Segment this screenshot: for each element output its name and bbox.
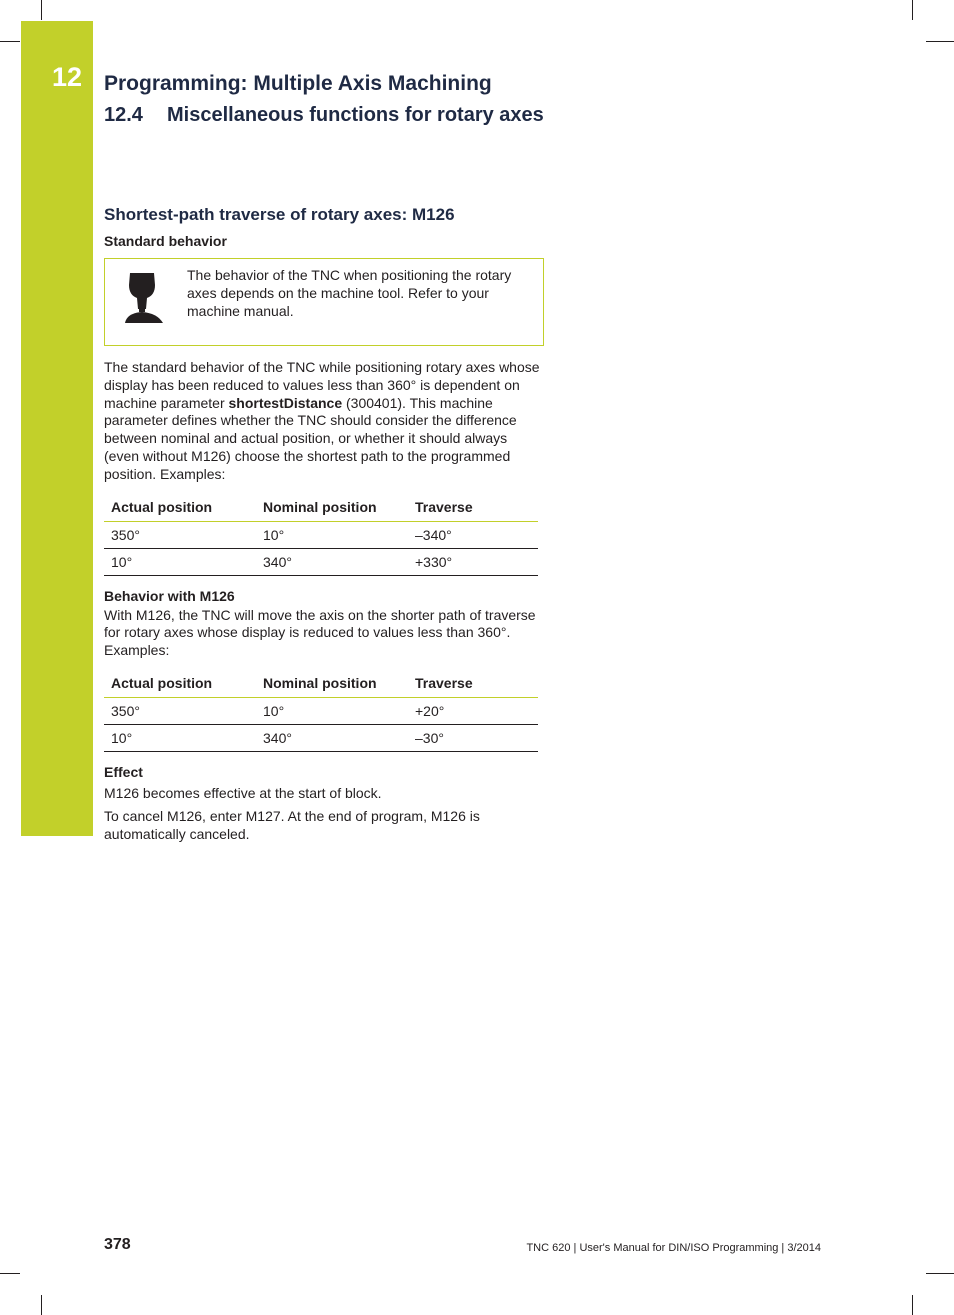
table-header: Nominal position [256,492,408,522]
chapter-title: Programming: Multiple Axis Machining [104,72,492,95]
table-cell: 10° [104,548,256,575]
table-row [104,521,538,548]
table-cell: +330° [408,548,538,575]
table-row [104,724,538,751]
standard-behavior-paragraph: The standard behavior of the TNC while positioning rotary axes whose display has been reduced to values less than 360° is dependent on machine parameter shortestDistance (300401). This machine parameter defines whether the TNC should consider the difference between nominal and actual position, or whether it should always (even without M126) choose the shortest path to the programmed position. Examples: [104,359,540,482]
crop-mark [912,1295,913,1315]
table-cell: +20° [408,697,538,724]
table-header: Actual position [104,492,256,522]
section-title: Miscellaneous functions for rotary axes [167,104,544,126]
section-number: 12.4 [104,104,143,126]
table-cell: –30° [408,724,538,751]
chapter-number: 12 [52,62,83,92]
crop-mark [41,0,42,20]
table-cell: 340° [256,724,408,751]
m126-paragraph: With M126, the TNC will move the axis on the shorter path of traverse for rotary axes whose display is reduced to values less than 360°. Examples: [104,606,536,659]
table-cell: –340° [408,521,538,548]
effect-paragraph: M126 becomes effective at the start of block. [104,784,382,801]
parameter-name: shortestDistance [228,394,343,411]
table-cell: 350° [104,697,256,724]
machine-note-box [104,258,544,346]
table-cell: 10° [256,521,408,548]
chapter-sidebar [21,21,93,836]
table-header: Nominal position [256,668,408,698]
crop-mark [0,41,20,42]
crop-mark [912,0,913,20]
table-cell: 10° [104,724,256,751]
table-header-row [104,668,538,698]
table-cell: 340° [256,548,408,575]
crop-mark [41,1295,42,1315]
table-header-row [104,492,538,522]
effect-heading: Effect [104,763,143,780]
table-cell: 10° [256,697,408,724]
machine-manual-icon [125,271,163,323]
cancel-paragraph: To cancel M126, enter M127. At the end of program, M126 is automatically canceled. [104,807,480,842]
table-row [104,697,538,724]
standard-behavior-heading: Standard behavior [104,233,227,249]
table-cell: 350° [104,521,256,548]
crop-mark [926,1273,954,1274]
table-header: Traverse [408,492,538,522]
m126-heading: Behavior with M126 [104,587,235,604]
m126-examples-table [104,668,538,752]
page-heading: Shortest-path traverse of rotary axes: M126 [104,205,455,224]
main-content [104,205,544,843]
crop-mark [0,1273,20,1274]
table-row [104,548,538,575]
crop-mark [926,41,954,42]
note-text: The behavior of the TNC when positioning the rotary axes depends on the machine tool. Refer to your machine manual. [187,267,512,319]
standard-examples-table [104,492,538,576]
table-header: Actual position [104,668,256,698]
table-header: Traverse [408,668,538,698]
footer-text: TNC 620 | User's Manual for DIN/ISO Programming | 3/2014 [526,1242,821,1254]
page-number: 378 [104,1236,131,1253]
